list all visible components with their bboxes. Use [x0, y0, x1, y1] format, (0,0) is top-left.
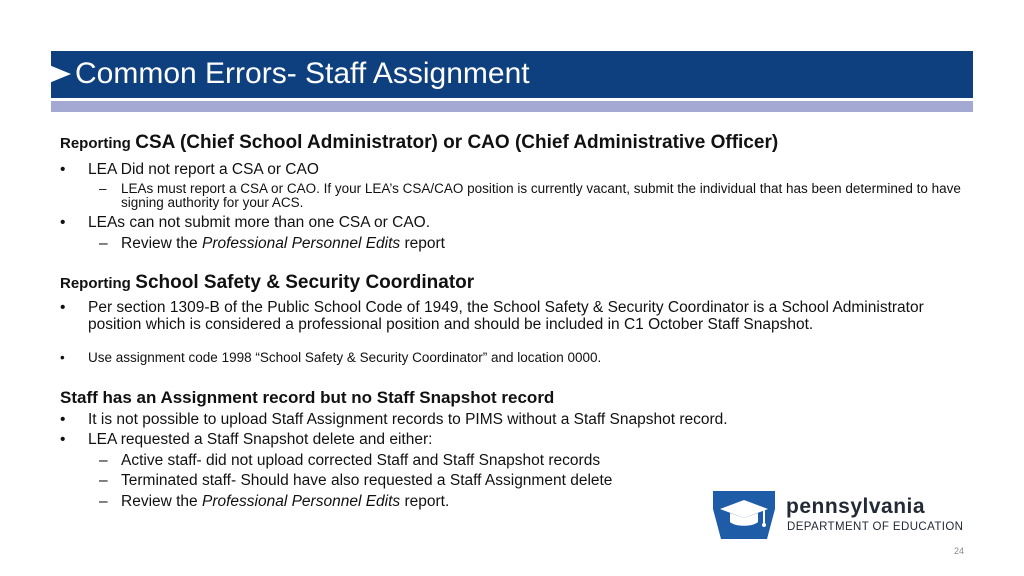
bullet-item: • Use assignment code 1998 “School Safety & Security Coordinator” and location 0000.	[60, 350, 602, 365]
title-arrow-icon	[49, 65, 71, 83]
bullet-item: • Per section 1309-B of the Public School Code of 1949, the School Safety & Security Coordinator is a School Administrator position which is considered a professional position and should be included in C1 October Staff Snapshot.	[60, 299, 924, 333]
sub-bullet-item: – Review the Professional Personnel Edits report	[99, 235, 445, 252]
sub-bullet-item: – Review the Professional Personnel Edits report.	[99, 493, 450, 510]
logo-wordmark: pennsylvania	[786, 495, 926, 518]
section-heading-csa: Reporting CSA (Chief School Administrator) or CAO (Chief Administrative Officer)	[60, 132, 779, 153]
sub-bullet-item: – LEAs must report a CSA or CAO. If your LEA’s CSA/CAO position is currently vacant, submit the individual that has been determined to have signing authority for your ACS.	[99, 181, 961, 210]
slide-title: Common Errors- Staff Assignment	[75, 57, 530, 90]
bullet-item: • It is not possible to upload Staff Assignment records to PIMS without a Staff Snapshot record.	[60, 411, 728, 428]
sub-bullet-item: – Active staff- did not upload corrected Staff and Staff Snapshot records	[99, 452, 601, 469]
bullet-item: • LEA Did not report a CSA or CAO	[60, 161, 319, 178]
title-rule	[51, 101, 973, 112]
sub-bullet-item: – Terminated staff- Should have also requested a Staff Assignment delete	[99, 472, 613, 489]
keystone-mortarboard-icon	[713, 491, 775, 539]
section-heading-snapshot: Staff has an Assignment record but no Staff Snapshot record	[60, 388, 555, 407]
bullet-item: • LEA requested a Staff Snapshot delete and either:	[60, 431, 433, 448]
bullet-item: • LEAs can not submit more than one CSA or CAO.	[60, 214, 431, 231]
logo-department: DEPARTMENT OF EDUCATION	[787, 521, 964, 533]
page-number: 24	[954, 546, 965, 556]
section-heading-safety: Reporting School Safety & Security Coordinator	[60, 272, 475, 293]
